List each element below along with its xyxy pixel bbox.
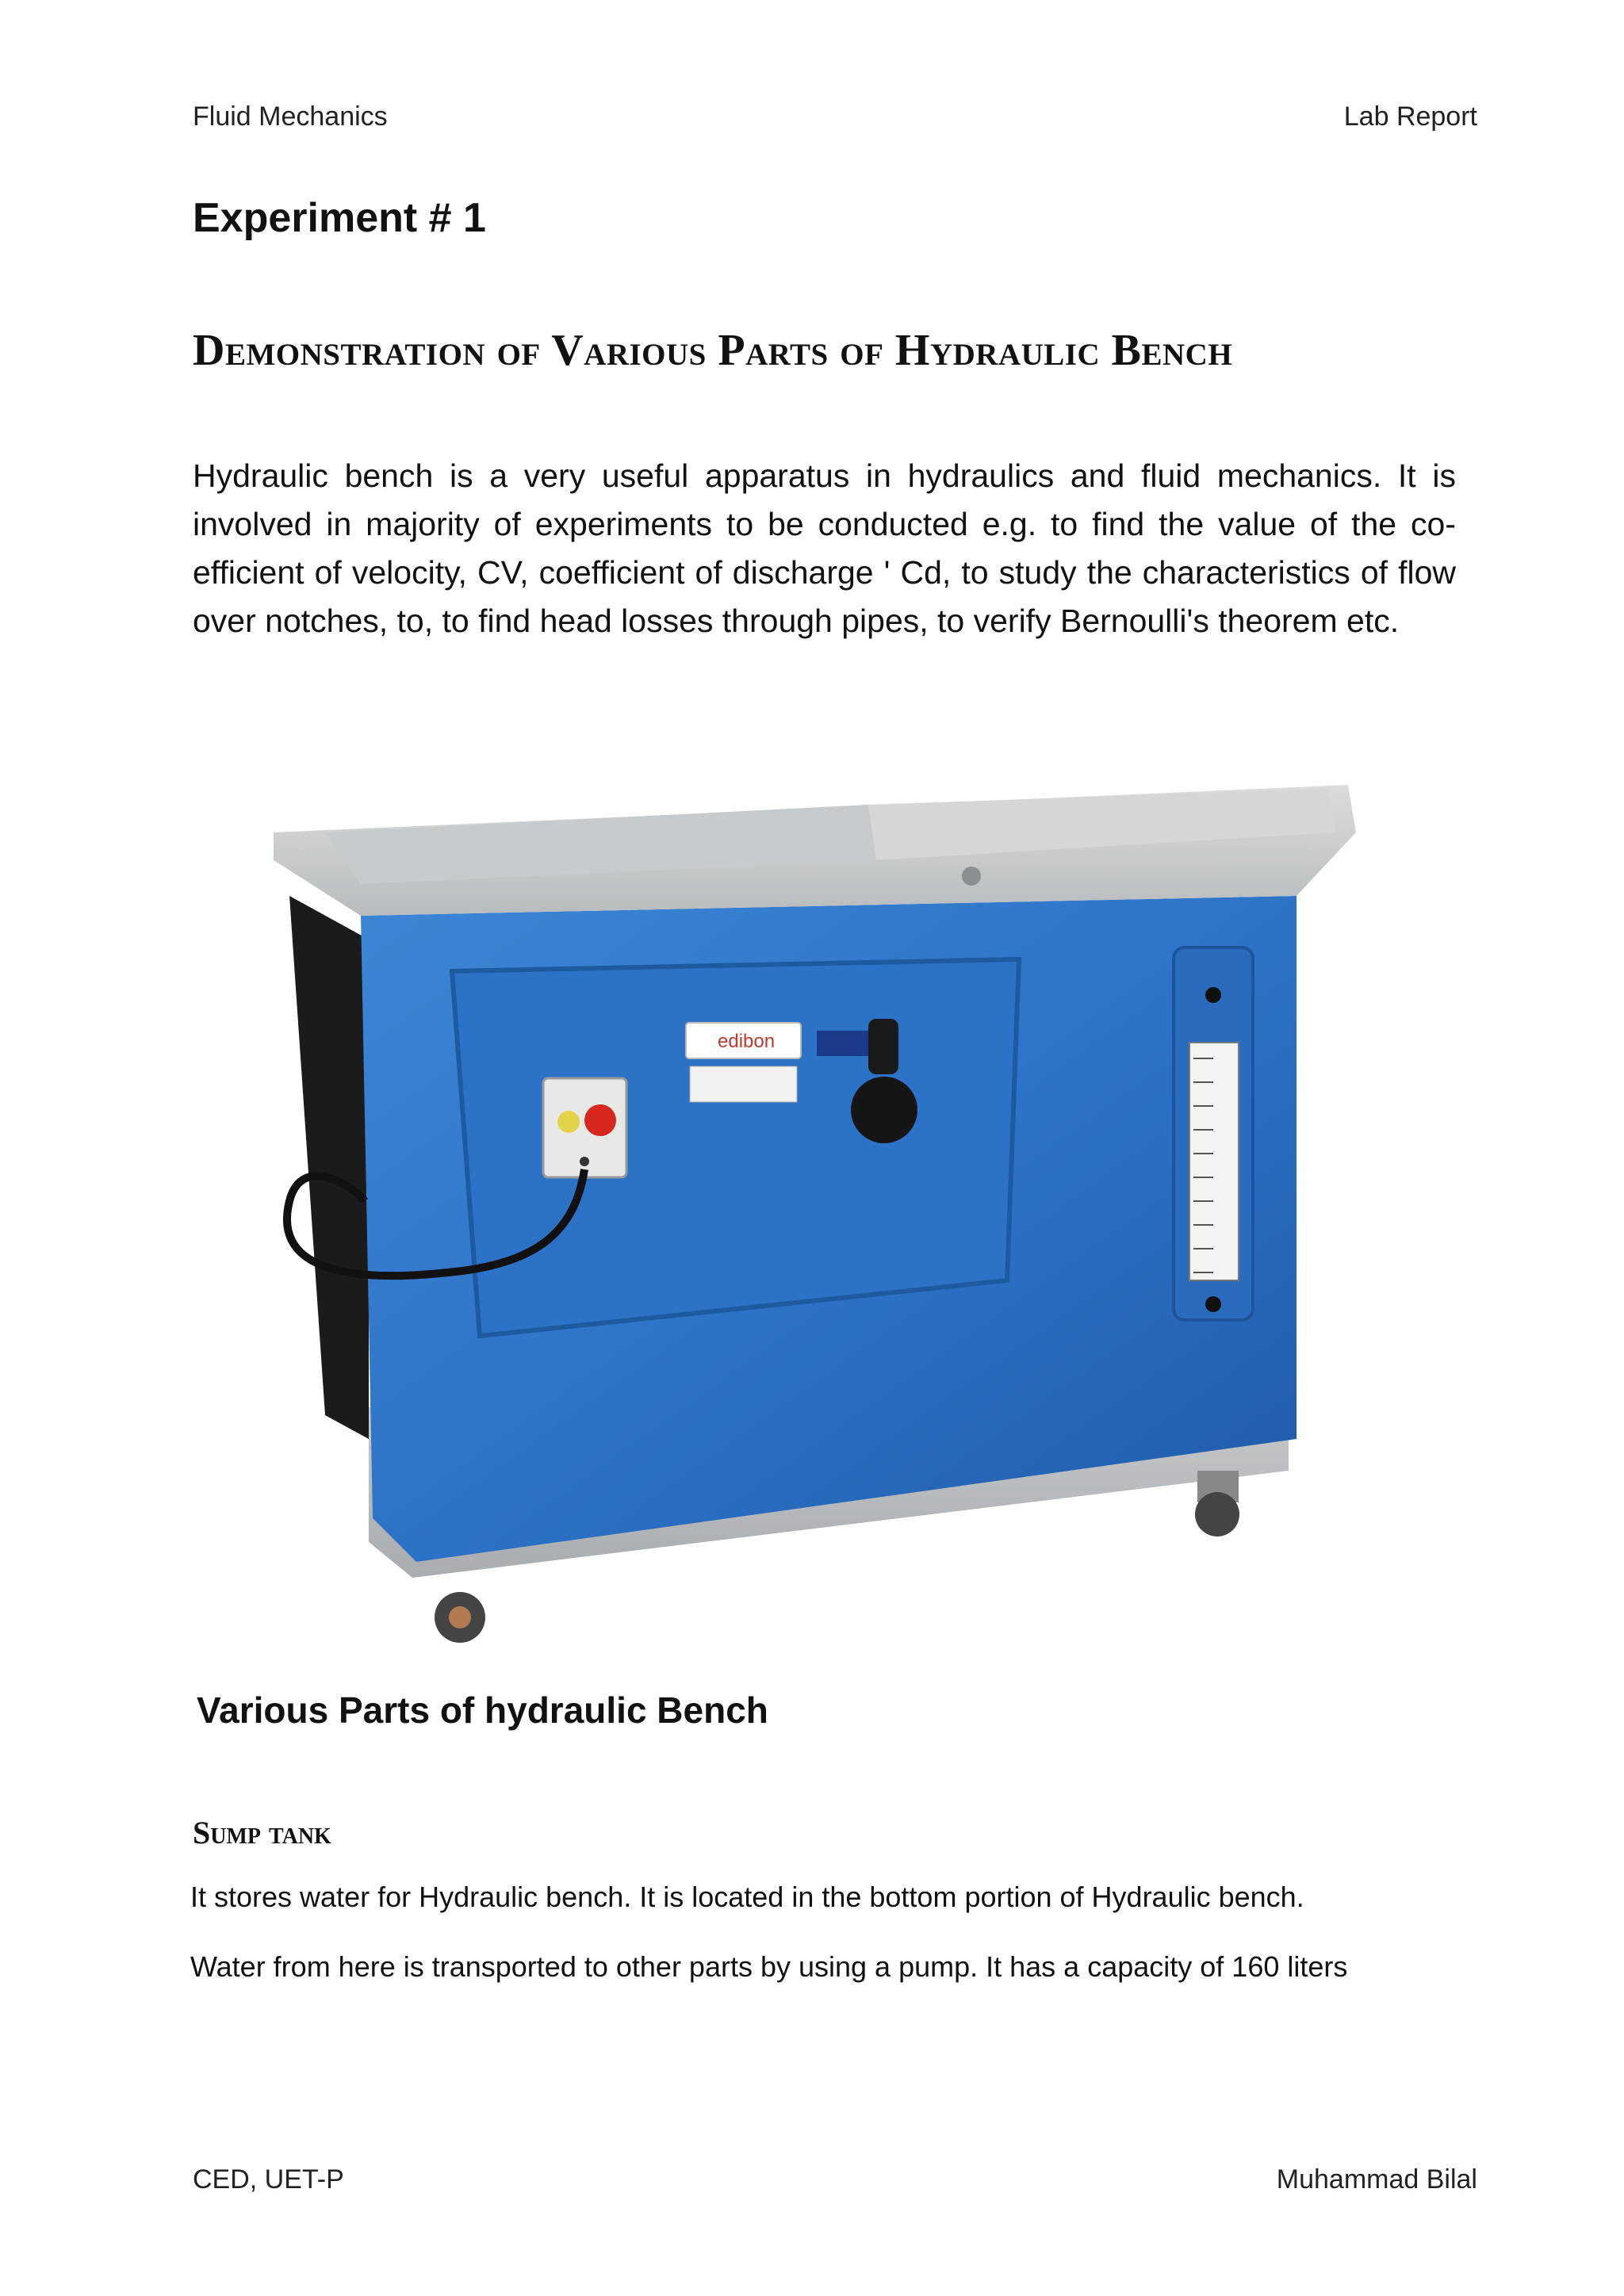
sump-tank-line-1: It stores water for Hydraulic bench. It is located in the bottom portion of Hydraulic bench. <box>190 1881 1304 1913</box>
experiment-title: Experiment # 1 <box>193 195 486 241</box>
meter-top-fitting <box>1205 987 1221 1003</box>
cable-gland <box>580 1157 589 1166</box>
valve-stem <box>868 1019 898 1074</box>
top-knob <box>962 867 981 886</box>
wheel-rear-right <box>1195 1492 1239 1536</box>
stop-button <box>584 1104 616 1136</box>
sump-tank-line-2: Water from here is transported to other parts by using a pump. It has a capacity of 160 liters <box>190 1950 1348 1983</box>
header-course: Fluid Mechanics <box>193 101 388 132</box>
main-title: Demonstration of Various Parts of Hydraulic Bench <box>193 326 1233 375</box>
meter-bottom-fitting <box>1205 1296 1221 1312</box>
sump-tank-title: Sump tank <box>193 1815 331 1850</box>
flow-meter-scale <box>1189 1043 1239 1280</box>
footer-institution: CED, UET-P <box>193 2164 344 2195</box>
header-doc-type: Lab Report <box>1343 101 1477 132</box>
hydraulic-bench-photo <box>242 757 1396 1673</box>
section-heading: Various Parts of hydraulic Bench <box>197 1689 768 1731</box>
warning-sticker <box>817 1031 874 1056</box>
spec-plate <box>690 1066 797 1102</box>
wheel-hub <box>449 1606 471 1628</box>
control-recess <box>452 959 1019 1336</box>
footer-author: Muhammad Bilal <box>1276 2164 1477 2195</box>
brand-label: edibon <box>718 1031 776 1052</box>
flow-control-valve <box>851 1077 917 1143</box>
intro-paragraph: Hydraulic bench is a very useful apparatus in hydraulics and fluid mechanics. It is involved in majority of experiments to be conducted e.g. to find the value of the co-efficient of velocity, CV, coefficient of discharge ' Cd, to study the characteristics of flow over notches, to, to find head losses through pipes, to verify Bernoulli's theorem etc. <box>193 457 1456 639</box>
start-button <box>557 1111 580 1133</box>
